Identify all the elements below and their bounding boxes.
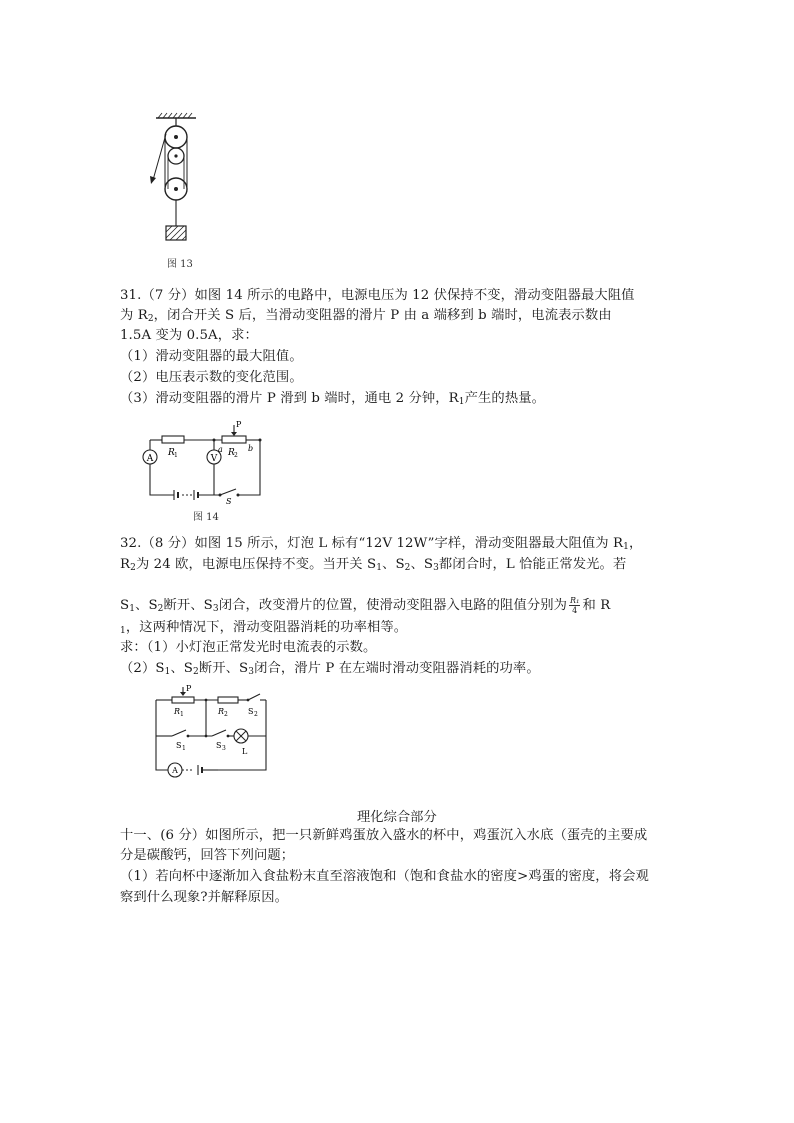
r1-over-4-fraction: $\frac{\text{R₁}}{4}$	[570, 596, 580, 615]
fig14-r1-sub: 1	[174, 452, 178, 459]
q31-part-3: （3）滑动变阻器的滑片 P 滑到 b 端时，通电 2 分钟，$R_1$产生的热量。	[120, 391, 546, 407]
fig14-b-label: b	[248, 444, 254, 453]
fig15-s3-label: S	[216, 741, 222, 750]
fig14-ammeter-label: A	[146, 454, 154, 464]
q31-part-1: （1）滑动变阻器的最大阻值。	[120, 349, 303, 364]
fig15-r1-sub: 1	[180, 711, 184, 718]
figure-13-caption: 图 13	[167, 259, 193, 270]
section-line-3: （1）若向杯中逐渐加入食盐粉末直至溶液饱和（饱和食盐水的密度>鸡蛋的密度，将会观	[120, 869, 649, 884]
q32-ask-1: 求：（1）小灯泡正常发光时电流表的示数。	[120, 640, 377, 655]
q32-line-4: $_1$，这两种情况下，滑动变阻器消耗的功率相等。	[120, 620, 408, 636]
fig14-r2-label: R	[228, 448, 235, 458]
q32-line-1: 32.（8 分）如图 15 所示，灯泡 L 标有“12V 12W”字样，滑动变阻器最大阻值为 $R_1$，	[120, 536, 643, 552]
section-line-2: 分是碳酸钙，回答下列问题；	[120, 848, 295, 863]
q32-ask-2: $(2)S_1$、$S_2$断开、$S_3$闭合，滑片 P 在左端时滑动变阻器消耗的功率。	[120, 661, 540, 677]
section-line-4: 察到什么现象?并解释原因。	[120, 890, 288, 905]
q31-part-2: （2）电压表示数的变化范围。	[120, 370, 303, 385]
circuit-figure-14	[138, 420, 268, 505]
fig15-s2-sub: 2	[254, 711, 258, 718]
fig15-lamp-label: L	[242, 747, 248, 756]
fig14-p-label: P	[236, 420, 242, 429]
fig14-switch-label: S	[226, 497, 232, 505]
q32-line-3: $S_1$、$S_2$断开、$S_3$闭合，改变滑片的位置，使滑动变阻器入电路的阻值分别为 $\frac{\text{R₁}}{4}$ 和 R	[120, 596, 611, 615]
q31-line-2: 为 $R_2$，闭合开关 S 后，当滑动变阻器的滑片 P 由 a 端移到 b 端时，电流表示数由	[120, 308, 612, 324]
fig15-s1-sub: 1	[182, 745, 186, 752]
fig15-s2-label: S	[248, 707, 254, 716]
circuit-figure-15	[150, 684, 270, 779]
fig15-ammeter-label: A	[172, 766, 178, 775]
q32-line-2: $R_2$为 24 欧，电源电压保持不变。当开关 $S_1$、$S_2$、$S_3$都闭合时，L 恰能正常发光。若	[120, 557, 627, 573]
q31-line-3: 1.5A 变为 0.5A，求：	[120, 328, 258, 343]
fig15-s1-label: S	[176, 741, 182, 750]
section-line-1: 十一、(6 分）如图所示，把一只新鲜鸡蛋放入盛水的杯中，鸡蛋沉入水底（蛋壳的主要成	[120, 828, 648, 843]
fig15-r1-label: R	[174, 707, 181, 716]
fig14-r2-sub: 2	[234, 452, 238, 459]
q31-line-1: 31.（7 分）如图 14 所示的电路中，电源电压为 12 伏保持不变，滑动变阻器最大阻值	[120, 288, 635, 303]
fig15-r2-sub: 2	[224, 711, 228, 718]
figure-14-caption: 图 14	[193, 512, 219, 523]
fig14-r1-label: R	[168, 448, 175, 458]
fig14-voltmeter-label: V	[210, 454, 218, 464]
fig15-s3-sub: 3	[222, 745, 226, 752]
fig15-p-label: P	[186, 684, 192, 693]
section-title: 理化综合部分	[357, 810, 437, 825]
pulley-figure	[140, 112, 230, 252]
fig15-r2-label: R	[218, 707, 225, 716]
fig14-a-label: a	[218, 445, 223, 454]
